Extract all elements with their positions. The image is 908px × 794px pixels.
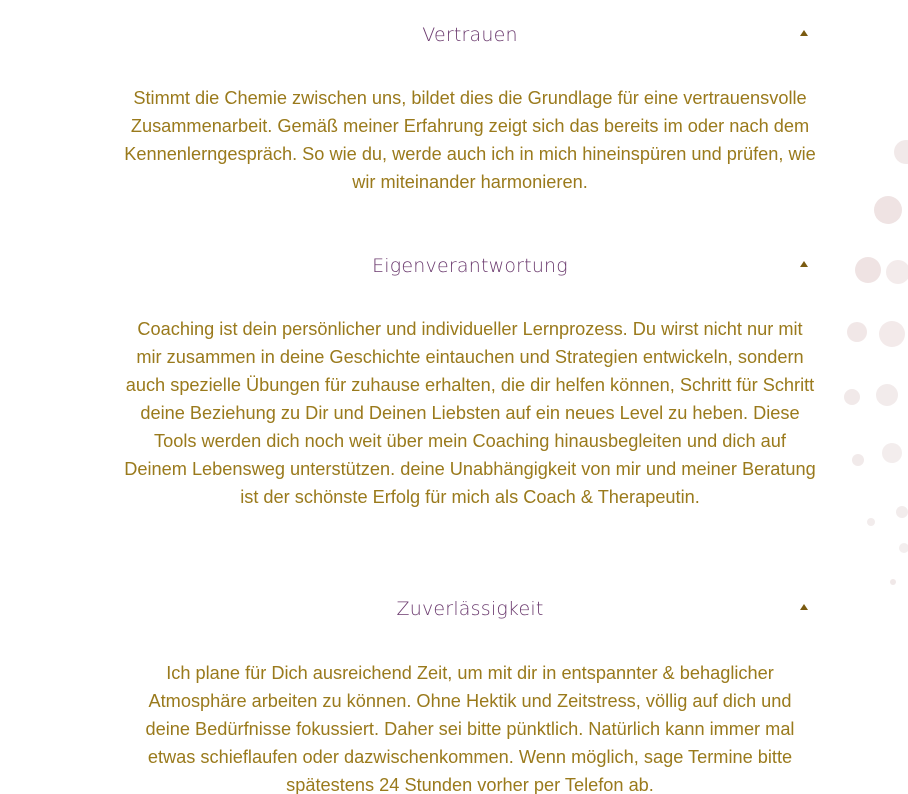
accordion-item-vertrauen [120,15,820,196]
accordion-header-zuverlaessigkeit[interactable] [120,589,820,629]
decor-dot [896,506,908,518]
caret-up-icon[interactable] [800,30,808,36]
accordion-item-zuverlaessigkeit [120,589,820,794]
accordion-title: Eigenverantwortung [372,255,568,277]
decor-dot [879,321,905,347]
decor-dot [890,579,896,585]
decor-dot [876,384,898,406]
decor-dot [844,389,860,405]
decor-dot [874,196,902,224]
decor-dot [867,518,875,526]
accordion-header-eigenverantwortung[interactable] [120,246,820,286]
decor-dot [855,257,881,283]
accordion-title: Zuverlässigkeit [396,598,544,620]
decor-dot [886,260,908,284]
accordion-body: Coaching ist dein persönlicher und individueller Lernprozess. Du wirst nicht nur mit mir zusammen in deine Geschichte eintauchen und Strategien entwickeln, sondern auch spezielle Übungen für zuhause erhalten, die dir helfen können, Schritt für Schritt deine Beziehung zu Dir und Deinen Liebsten auf ein neues Level zu heben. Diese Tools werden dich noch weit über mein Coaching hinausbegleiten und dich auf Deinem Lebensweg unterstützen. deine Unabhängigkeit von mir und meiner Beratung ist der schönste Erfolg für mich als Coach & Therapeutin. [124,319,816,507]
accordion-header-vertrauen[interactable] [120,15,820,55]
caret-up-icon[interactable] [800,261,808,267]
accordion-title: Vertrauen [422,24,518,46]
decor-dot [894,140,908,164]
accordion-body: Ich plane für Dich ausreichend Zeit, um mit dir in entspannter & behaglicher Atmosphäre arbeiten zu können. Ohne Hektik und Zeitstress, völlig auf dich und deine Bedürfnisse fokussiert. Daher sei bitte pünktlich. Natürlich kann immer mal etwas schieflaufen oder dazwischenkommen. Wenn möglich, sage Termine bitte spätestens 24 Stunden vorher per Telefon ab. [145,663,795,794]
caret-up-icon[interactable] [800,604,808,610]
accordion-body: Stimmt die Chemie zwischen uns, bildet dies die Grundlage für eine vertrauensvolle Zusammenarbeit. Gemäß meiner Erfahrung zeigt sich das bereits im oder nach dem Kennenlerngespräch. So wie du, werde auch ich in mich hineinspüren und prüfen, wie wir miteinander harmonieren. [124,88,816,192]
decor-dot [899,543,908,553]
decor-dot [882,443,902,463]
decor-dot [852,454,864,466]
accordion-item-eigenverantwortung [120,246,820,511]
decor-dot [847,322,867,342]
